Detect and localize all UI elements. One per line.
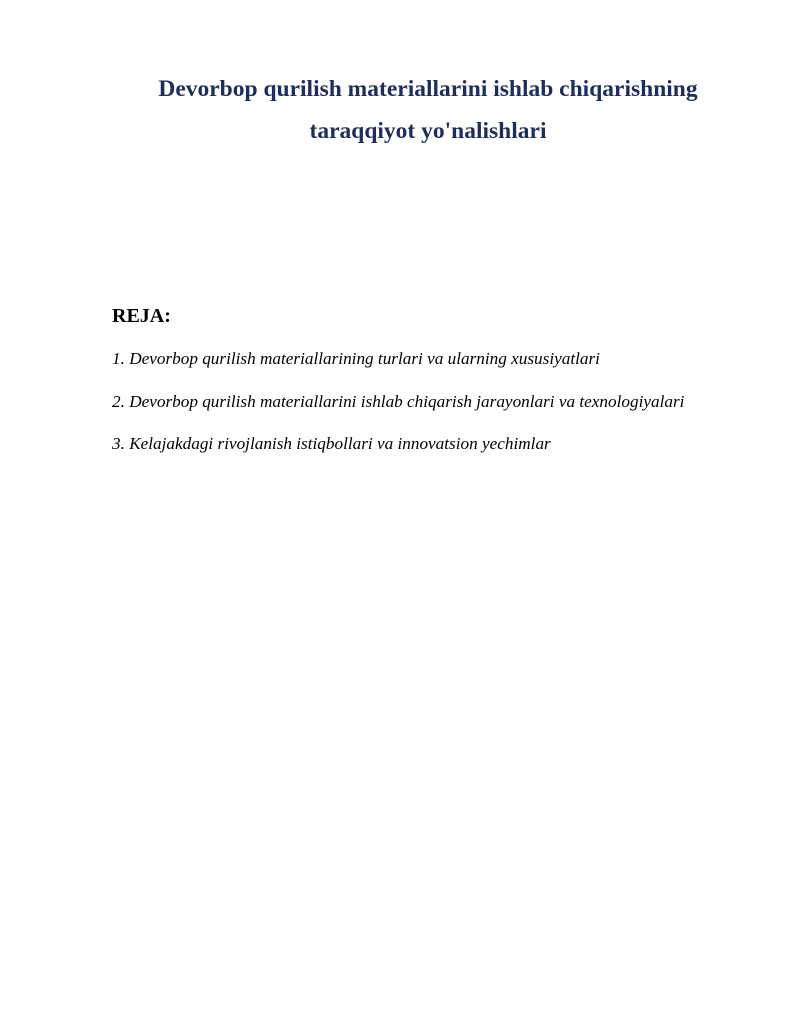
plan-item-1: 1. Devorbop qurilish materiallarining turlari va ularning xususiyatlari [112, 349, 600, 368]
plan-item-3: 3. Kelajakdagi rivojlanish istiqbollari va innovatsion yechimlar [112, 434, 551, 453]
plan-list [112, 346, 782, 474]
title-line-2: taraqqiyot yo'nalishlari [309, 118, 547, 144]
plan-item-2: 2. Devorbop qurilish materiallarini ishlab chiqarish jarayonlari va texnologiyalari [112, 391, 685, 411]
plan-heading: REJA: [112, 305, 171, 327]
title-line-1: Devorbop qurilish materiallarini ishlab chiqarishning [158, 76, 698, 102]
document-title [110, 68, 746, 152]
